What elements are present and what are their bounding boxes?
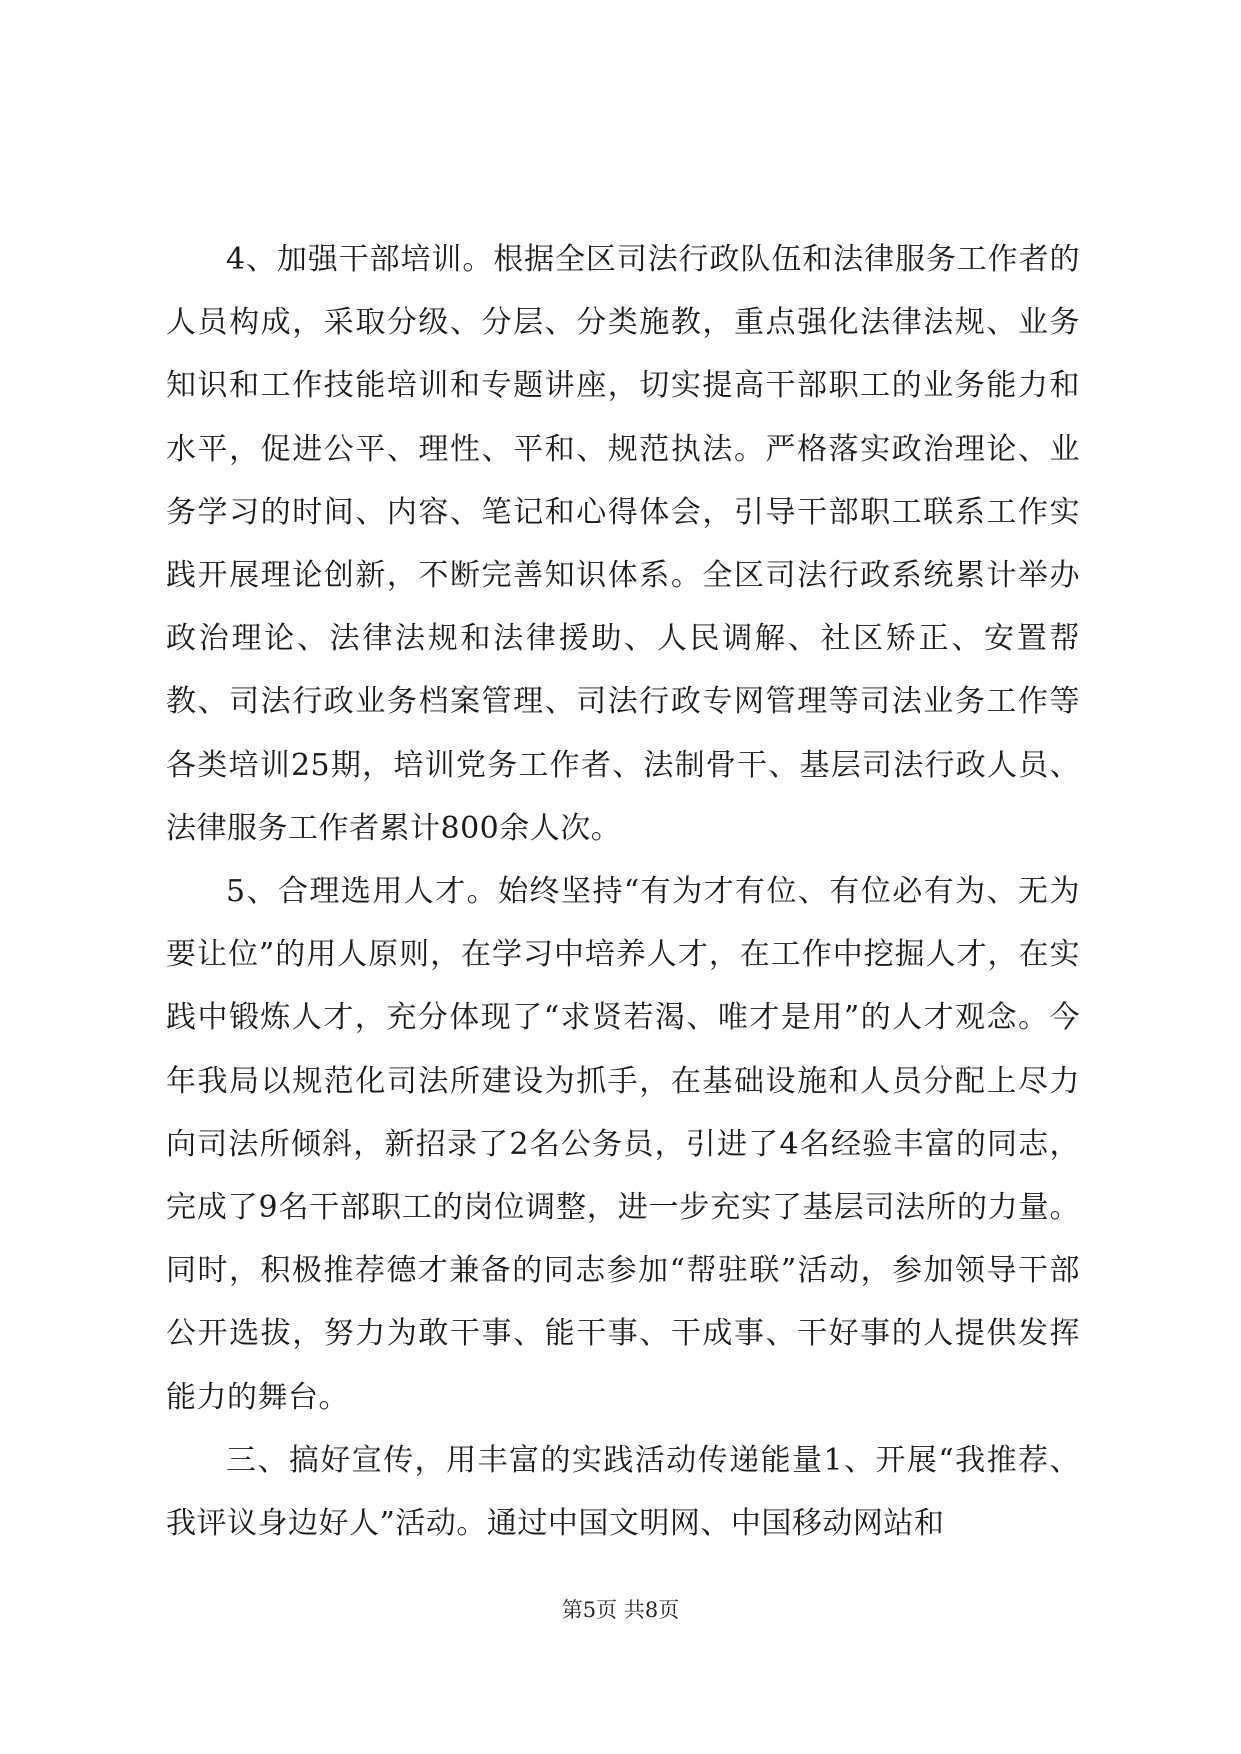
document-body <box>166 228 1080 1555</box>
page-number: 第5页 共8页 <box>561 1598 680 1622</box>
page-footer <box>0 1595 1241 1625</box>
paragraph-talent-selection: 5、合理选用人才。始终坚持“有为才有位、有位必有为、无为要让位”的用人原则，在学习中培养人才，在工作中挖掘人才，在实践中锻炼人才，充分体现了“求贤若渴、唯才是用”的人才观念。今年我局以规范化司法所建设为抓手，在基础设施和人员分配上尽力向司法所倾斜，新招录了2名公务员，引进了4名经验丰富的同志，完成了9名干部职工的岗位调整，进一步充实了基层司法所的力量。同时，积极推荐德才兼备的同志参加“帮驻联”活动，参加领导干部公开选拔，努力为敢干事、能干事、干成事、干好事的人提供发挥能力的舞台。 <box>166 874 1080 1415</box>
paragraph-cadre-training: 4、加强干部培训。根据全区司法行政队伍和法律服务工作者的人员构成，采取分级、分层、分类施教，重点强化法律法规、业务知识和工作技能培训和专题讲座，切实提高干部职工的业务能力和水平，促进公平、理性、平和、规范执法。严格落实政治理论、业务学习的时间、内容、笔记和心得体会，引导干部职工联系工作实践开展理论创新，不断完善知识体系。全区司法行政系统累计举办政治理论、法律法规和法律援助、人民调解、社区矫正、安置帮教、司法行政业务档案管理、司法行政专网管理等司法业务工作等各类培训25期，培训党务工作者、法制骨干、基层司法行政人员、法律服务工作者累计800余人次。 <box>166 242 1080 846</box>
paragraph-publicity: 三、搞好宣传，用丰富的实践活动传递能量1、开展“我推荐、我评议身边好人”活动。通过中国文明网、中国移动网站和 <box>166 1442 1080 1542</box>
